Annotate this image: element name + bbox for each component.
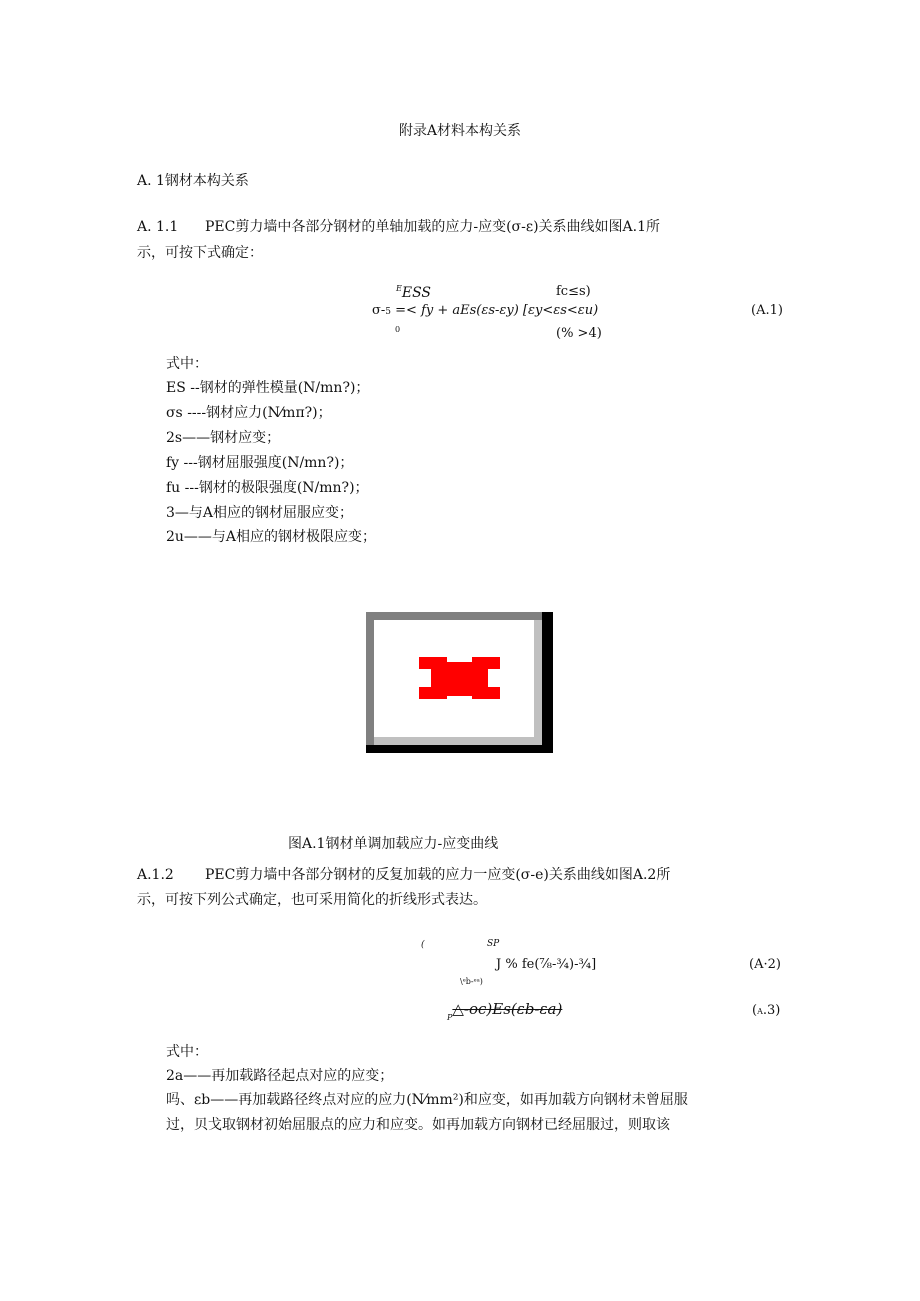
eq1-case1-condition: fc≤s) xyxy=(556,284,591,299)
paragraph-a11-line2: 示，可按下式确定： xyxy=(137,245,263,261)
page-title: 附录A材料本构关系 xyxy=(398,123,522,139)
definition-item: ES --钢材的弹性模量(N/mn?)； xyxy=(166,380,370,396)
definition-item: 2s——钢材应变； xyxy=(166,430,281,446)
broken-image-icon xyxy=(366,612,553,753)
eq2-expression: J % fe(⅞-¾)-¾] xyxy=(496,957,597,972)
definition-item: fu ---钢材的极限强度(N/mn?)； xyxy=(166,480,369,496)
eq1-label: (A.1) xyxy=(751,303,783,318)
paragraph-a12-line1 xyxy=(137,868,670,882)
figure-caption: 图A.1钢材单调加载应力-应变曲线 xyxy=(288,836,499,852)
definition-item: 吗、εb——再加载路径终点对应的应力(N⁄mm²)和应变，如再加载方向钢材未曾屈服 xyxy=(166,1092,688,1108)
definition-item: fy ---钢材屈服强度(N/mn?)； xyxy=(166,455,354,471)
definitions-head-2: 式中： xyxy=(166,1044,208,1060)
eq2-sp: SP xyxy=(487,939,500,949)
definition-item: 过，贝戈取钢材初始屈服点的应力和应变。如再加载方向钢材已经屈服过，则取该 xyxy=(166,1117,670,1133)
figure-a1-placeholder xyxy=(366,612,553,753)
eq2-subscript: \ᵉb-ᵉᵃ) xyxy=(460,977,483,986)
paragraph-a11-line1 xyxy=(137,220,660,234)
paragraph-text: PEC剪力墙中各部分钢材的单轴加载的应力-应变(σ-ε)关系曲线如图A.1所 xyxy=(205,219,661,235)
eq1-case3-condition: (% >4) xyxy=(556,326,602,341)
definitions-head: 式中： xyxy=(166,356,208,372)
definition-item: 2u——与A相应的钢材极限应变； xyxy=(166,529,377,545)
paragraph-text: PEC剪力墙中各部分钢材的反复加载的应力一应变(σ-e)关系曲线如图A.2所 xyxy=(205,867,671,883)
paragraph-a12-line2: 示，可按下列公式确定，也可采用简化的折线形式表达。 xyxy=(137,892,487,908)
section-heading-a1: A. 1钢材本构关系 xyxy=(137,173,249,189)
eq3-expression: $_P$△-oc)Es(εb-εa) xyxy=(447,1000,563,1022)
definition-item: 3—与A相应的钢材屈服应变； xyxy=(166,505,354,521)
eq3-label: (A.3) xyxy=(752,1003,781,1018)
eq2-label: (A·2) xyxy=(749,957,781,972)
eq2-paren: ( xyxy=(421,940,425,950)
definition-item: 2a——再加载路径起点对应的应变； xyxy=(166,1068,394,1084)
clause-number: A. 1.1 xyxy=(137,219,179,235)
eq1-zero: 0 xyxy=(395,325,401,334)
eq1-main-line: σ-5 =< fy + aEs(εs-εy) [εy<εs<εu) xyxy=(372,303,599,318)
eq1-sup: $^E$ESS xyxy=(396,284,431,301)
definition-item: σs ----钢材应力(N⁄mπ?)； xyxy=(166,405,332,421)
clause-number: A.1.2 xyxy=(137,867,174,883)
